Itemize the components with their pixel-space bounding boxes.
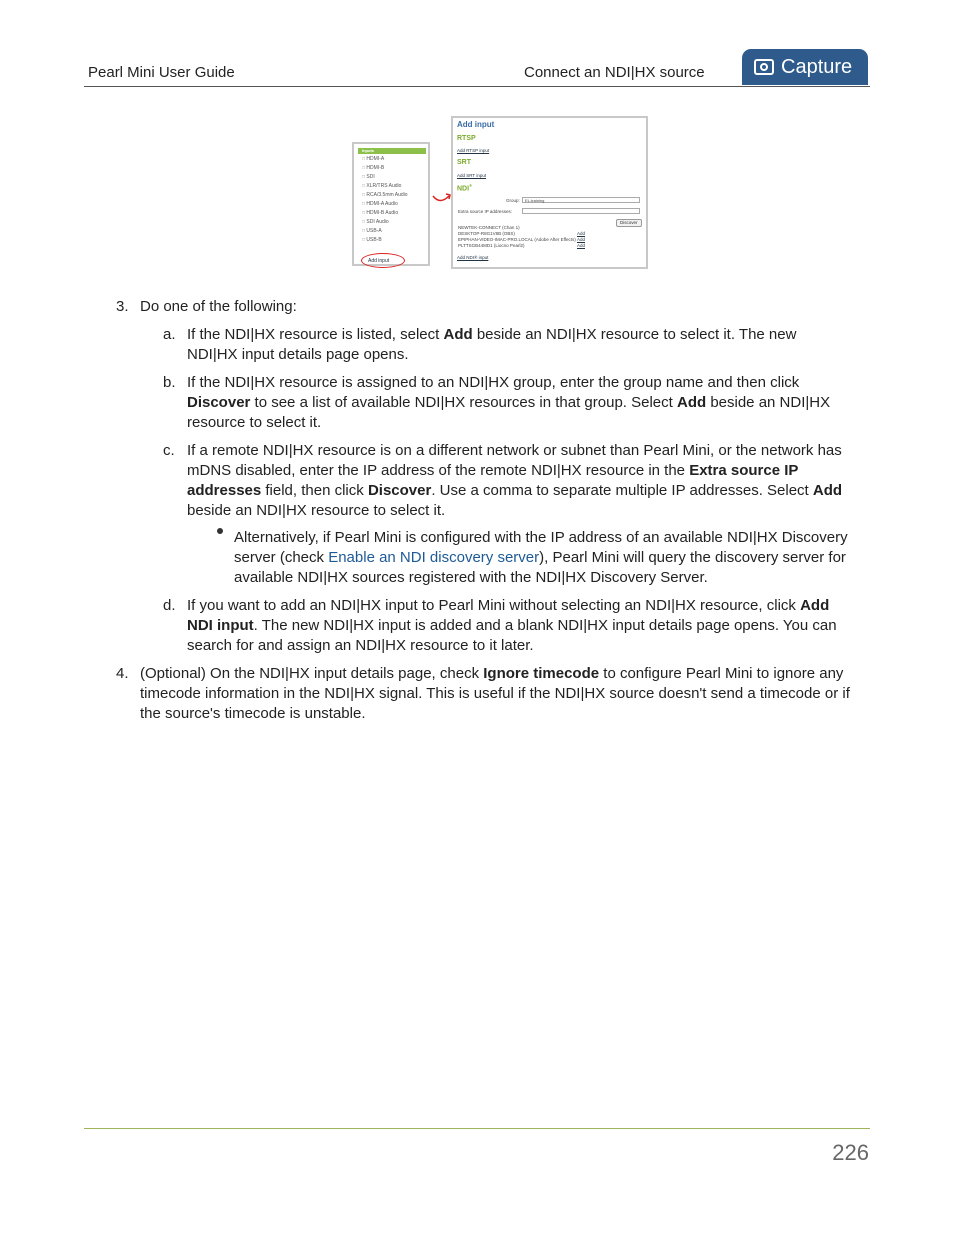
discovery-server-link[interactable]: Enable an NDI discovery server [328,549,540,566]
add-srt-link: Add SRT input [457,173,487,178]
discover-button: Discover [616,219,642,227]
step-number: 4. [116,665,129,682]
input-item: □ HDMI-A [362,156,384,162]
ndi-source: EPIPHAN-VIDEO-IMAC-PRO.LOCAL (Adobe After Effects) [458,237,576,242]
capture-tab [742,49,868,85]
camera-icon [754,59,774,75]
add-input-panel [451,116,648,269]
step-4-text: (Optional) On the NDI|HX input details page, check Ignore timecode to configure Pearl Mini to ignore any timecode information in the NDI|HX signal. This is useful if the NDI|HX source doesn't send a timecode or if the source's timecode is unstable. [140,665,850,722]
bullet-icon [217,528,223,534]
extra-ip-label: Extra source IP addresses: [458,209,512,214]
step-number: 3. [116,298,129,315]
substep-d-text: If you want to add an NDI|HX input to Pearl Mini without selecting an NDI|HX resource, click Add NDI input. The new NDI|HX input is added and a blank NDI|HX input details page opens. You can search for and assign an NDI|HX resource to it later. [187,597,837,654]
rtsp-label: RTSP [457,135,476,142]
substep-a-text: If the NDI|HX resource is listed, select Add beside an NDI|HX resource to select it. The new NDI|HX input details page opens. [187,326,797,363]
add-input-link: Add input [368,258,390,264]
substep-label: b. [163,374,176,391]
section-title: Connect an NDI|HX source [524,64,705,81]
ndi-label: NDI® [457,183,473,193]
capture-tab-label: Capture [781,55,853,78]
substep-label: c. [163,442,175,459]
step-3-intro: Do one of the following: [140,298,297,315]
footer-divider [84,1128,870,1129]
group-label: Group: [506,198,520,203]
ndi-source-add: Add [577,243,586,248]
input-item: □ XLR/TRS Audio [362,183,401,189]
input-item: □ HDMI-A Audio [362,201,398,207]
ndi-source-add: Add [577,231,586,236]
input-item: □ SDI Audio [362,219,389,225]
ndi-source-add: Add [577,237,586,242]
add-rtsp-link: Add RTSP input [457,148,490,153]
substep-label: d. [163,597,176,614]
substep-c-text: If a remote NDI|HX resource is on a different network or subnet than Pearl Mini, or the network has mDNS disabled, enter the IP address of the remote NDI|HX resource in the Extra source IP addresses field, then click Discover. Use a comma to separate multiple IP addresses. Select Add beside an NDI|HX resource to select it. [187,442,843,519]
inputs-panel [352,142,430,266]
substep-label: a. [163,326,176,343]
input-item: □ USB-B [362,237,382,243]
extra-ip-field [522,208,640,214]
page-number: 226 [832,1140,869,1165]
add-input-figure [352,116,648,284]
curved-arrow-icon [432,192,452,206]
substep-b-text: If the NDI|HX resource is assigned to an NDI|HX group, enter the group name and then click Discover to see a list of available NDI|HX resources in that group. Select Add beside an NDI|HX resource to select it. [187,374,831,431]
input-item: □ SDI [362,174,375,180]
group-field: EL-training [522,197,640,203]
ndi-source: DESKTOP-R8G1V8B (OBS) [458,231,515,236]
inputs-header: Inputs [358,148,426,154]
ndi-source: PLTTSGB44MD1 (Liocno Pearl2) [458,243,525,248]
ndi-source: NEWTEK-CONNECT (Chan 1) [458,225,520,230]
header-divider [84,86,870,87]
add-ndi-link: Add NDI® input [457,255,489,260]
guide-title: Pearl Mini User Guide [88,64,235,81]
input-item: □ HDMI-B Audio [362,210,398,216]
input-item: □ RCA/3.5mm Audio [362,192,408,198]
srt-label: SRT [457,159,471,166]
input-item: □ USB-A [362,228,382,234]
input-item: □ HDMI-B [362,165,384,171]
bullet-text: Alternatively, if Pearl Mini is configured with the IP address of an available NDI|HX Discovery server (check Enable an NDI discovery server), Pearl Mini will query the discovery server for available NDI|HX sources registered with the NDI|HX Discovery Server. [234,529,848,586]
add-input-title: Add input [457,120,495,129]
